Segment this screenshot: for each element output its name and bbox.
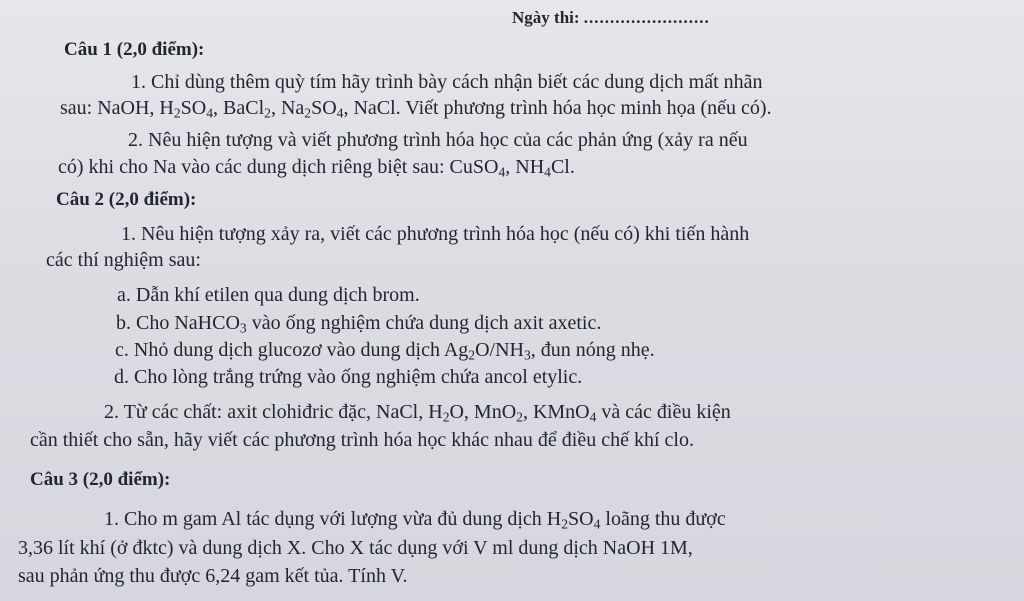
question-2-item-c: c. Nhỏ dung dịch glucozơ vào dung dịch $Ag_2O/NH_3$, đun nóng nhẹ.: [115, 339, 655, 363]
question-2-part-1-line-1: 1. Nêu hiện tượng xảy ra, viết các phương trình hóa học (nếu có) khi tiến hành: [121, 223, 750, 245]
question-2-item-a: a. Dẫn khí etilen qua dung dịch brom.: [117, 284, 420, 306]
question-1-heading: Câu 1 (2,0 điểm):: [64, 39, 205, 60]
question-3-heading: Câu 3 (2,0 điểm):: [30, 469, 171, 490]
question-1-part-2-line-2: có) khi cho Na vào các dung dịch riêng biệt sau: CuSO$_4$, $NH_4Cl$.: [58, 156, 575, 180]
question-2-item-b: b. Cho NaHCO$_3$ vào ống nghiệm chứa dung dịch axit axetic.: [116, 312, 602, 336]
question-2-item-d: d. Cho lòng trắng trứng vào ống nghiệm chứa ancol etylic.: [114, 366, 583, 388]
question-2-part-2-line-2: cần thiết cho sẵn, hãy viết các phương trình hóa học khác nhau để điều chế khí clo.: [30, 429, 694, 451]
exam-date-blank: ........................: [583, 8, 710, 27]
question-3-part-1-line-3: sau phản ứng thu được 6,24 gam kết tủa. Tính V.: [18, 565, 408, 587]
question-2-part-1-line-2: các thí nghiệm sau:: [46, 249, 201, 271]
question-1-part-1-line-1: 1. Chỉ dùng thêm quỳ tím hãy trình bày cách nhận biết các dung dịch mất nhãn: [131, 71, 763, 93]
question-2-heading: Câu 2 (2,0 điểm):: [56, 189, 197, 210]
question-1-part-2-line-1: 2. Nêu hiện tượng và viết phương trình hóa học của các phản ứng (xảy ra nếu: [128, 129, 748, 151]
question-3-part-1-line-2: 3,36 lít khí (ở đktc) và dung dịch X. Cho X tác dụng với V ml dung dịch NaOH 1M,: [18, 537, 693, 559]
question-2-part-2-line-1: 2. Từ các chất: axit clohiđric đặc, NaCl, $H_2O$, MnO$_2$, KMnO$_4$ và các điều kiện: [104, 401, 731, 425]
exam-date-label: Ngày thi:: [512, 8, 580, 27]
question-3-part-1-line-1: 1. Cho m gam Al tác dụng với lượng vừa đủ dung dịch $H_2SO_4$ loãng thu được: [104, 508, 726, 532]
exam-date-line: [512, 6, 710, 30]
question-1-part-1-line-2: sau: NaOH, $H_2SO_4$, BaCl$_2$, $Na_2SO_4$, NaCl. Viết phương trình hóa học minh họa (nếu có).: [60, 97, 772, 121]
